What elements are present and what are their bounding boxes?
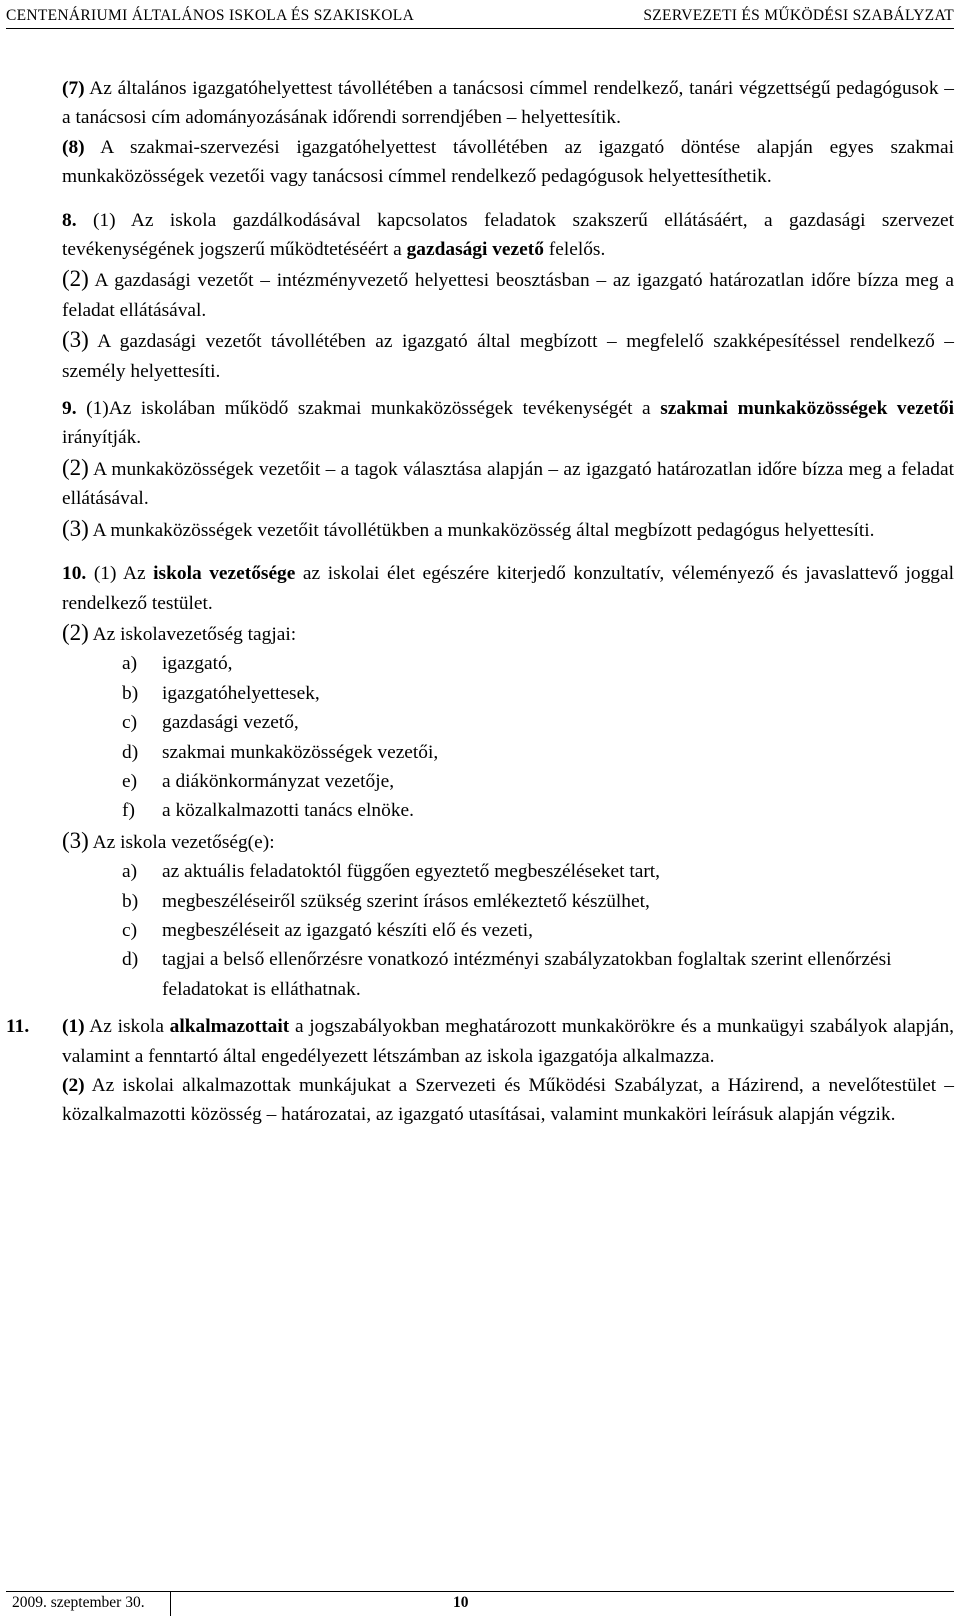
list-item: e) a diákönkormányzat vezetője, [122,770,395,792]
list-item: b) megbeszéléseiről szükség szerint írásos emlékeztető készülhet, [122,890,650,912]
section-9-paragraph-3: (3) A munkaközösségek vezetőit távollétükben a munkaközösség által megbízott pedagógus helyettesíti. [62,515,875,541]
paragraph-number: (8) [62,136,85,158]
section-number: 8. [62,209,77,231]
section-11-paragraph-1: (1) Az iskola alkalmazottait a jogszabályokban meghatározott munkakörökre és a munkaügyi szabályok alapján, valamint a fenntartó által engedélyezett létszámban az iskola igazgatója alkalmazza. [62,1016,954,1067]
section-11-paragraph-2: (2) Az iskolai alkalmazottak munkájukat a Szervezeti és Működési Szabályzat, a Házirend, a nevelőtestület – közalkalmazotti közösség – határozatai, az igazgató utasításai, valamint munkaköri leírásuk alapján végzik. [62,1075,954,1126]
list-item: a) igazgató, [122,653,233,675]
section-number: 10. [62,563,87,585]
footer-divider [170,1592,171,1616]
list-item: c) gazdasági vezető, [122,712,299,734]
section-8-paragraph-1: 8. (1) Az iskola gazdálkodásával kapcsolatos feladatok szakszerű ellátásáért, a gazdasági szervezet tevékenységének jogszerű működtetéséért a gazdasági vezető felelős. [62,209,954,261]
section-10-paragraph-1: 10. (1) Az iskola vezetősége az iskolai élet egészére kiterjedő konzultatív, véleményező és javaslattevő joggal rendelkező testület. [62,563,954,614]
paragraph-number: (7) [62,78,85,99]
section-9-paragraph-2: (2) A munkaközösségek vezetőit – a tagok választása alapján – az igazgató határozatlan időre bízza meg a feladat ellátásával. [62,454,954,510]
section-10-paragraph-3: (3) Az iskola vezetőség(e): [62,827,275,853]
list-item: c) megbeszéléseit az igazgató készíti elő és vezeti, [122,919,533,941]
section-10-paragraph-2: (2) Az iskolavezetőség tagjai: [62,619,297,645]
duties-list [62,857,954,1004]
header-document-title: SZERVEZETI ÉS MŰKÖDÉSI SZABÁLYZAT [643,7,954,24]
paragraph-7: (7) Az általános igazgatóhelyettest távollétében a tanácsosi címmel rendelkező, tanári végzettségű pedagógusok – a tanácsosi cím adományozásának időrendi sorrendjében – helyettesítik. [62,78,954,129]
list-item: b) igazgatóhelyettesek, [122,682,320,704]
section-11 [6,1012,954,1130]
section-number: 11. [6,1016,30,1038]
section-number: 9. [62,398,77,420]
list-item: a) az aktuális feladatoktól függően egyeztető megbeszéléseket tart, [122,861,661,883]
section-8-paragraph-2: (2) A gazdasági vezetőt – intézményvezető helyettesi beosztásban – az igazgató határozatlan időre bízza meg a feladat ellátásával. [62,266,954,321]
paragraph-8: (8) A szakmai-szervezési igazgatóhelyettest távollétében az igazgató döntése alapján egyes szakmai munkaközösségek vezetői vagy tanácsosi címmel rendelkező pedagógusok helyettesíthetik. [62,136,954,188]
page-footer [6,1591,954,1616]
list-item: d) tagjai a belső ellenőrzésre vonatkozó intézményi szabályzatokban foglaltak szerint ellenőrzési feladatokat is elláthatnak. [122,949,892,1000]
footer-date: 2009. szeptember 30. [12,1594,145,1611]
members-list [62,649,954,825]
section-9-paragraph-1: 9. (1)Az iskolában működő szakmai munkaközösségek tevékenységét a szakmai munkaközösségek vezetői irányítják. [62,398,954,449]
list-item: d) szakmai munkaközösségek vezetői, [122,741,439,763]
header-school-name: CENTENÁRIUMI ÁLTALÁNOS ISKOLA ÉS SZAKISKOLA [6,7,415,24]
page-number: 10 [453,1594,469,1611]
list-item: f) a közalkalmazotti tanács elnöke. [122,800,414,822]
document-body [6,74,954,1130]
page-header [6,4,954,29]
section-8-paragraph-3: (3) A gazdasági vezetőt távollétében az igazgató által megbízott – megfelelő szakképesítéssel rendelkező – személy helyettesíti. [62,327,954,382]
